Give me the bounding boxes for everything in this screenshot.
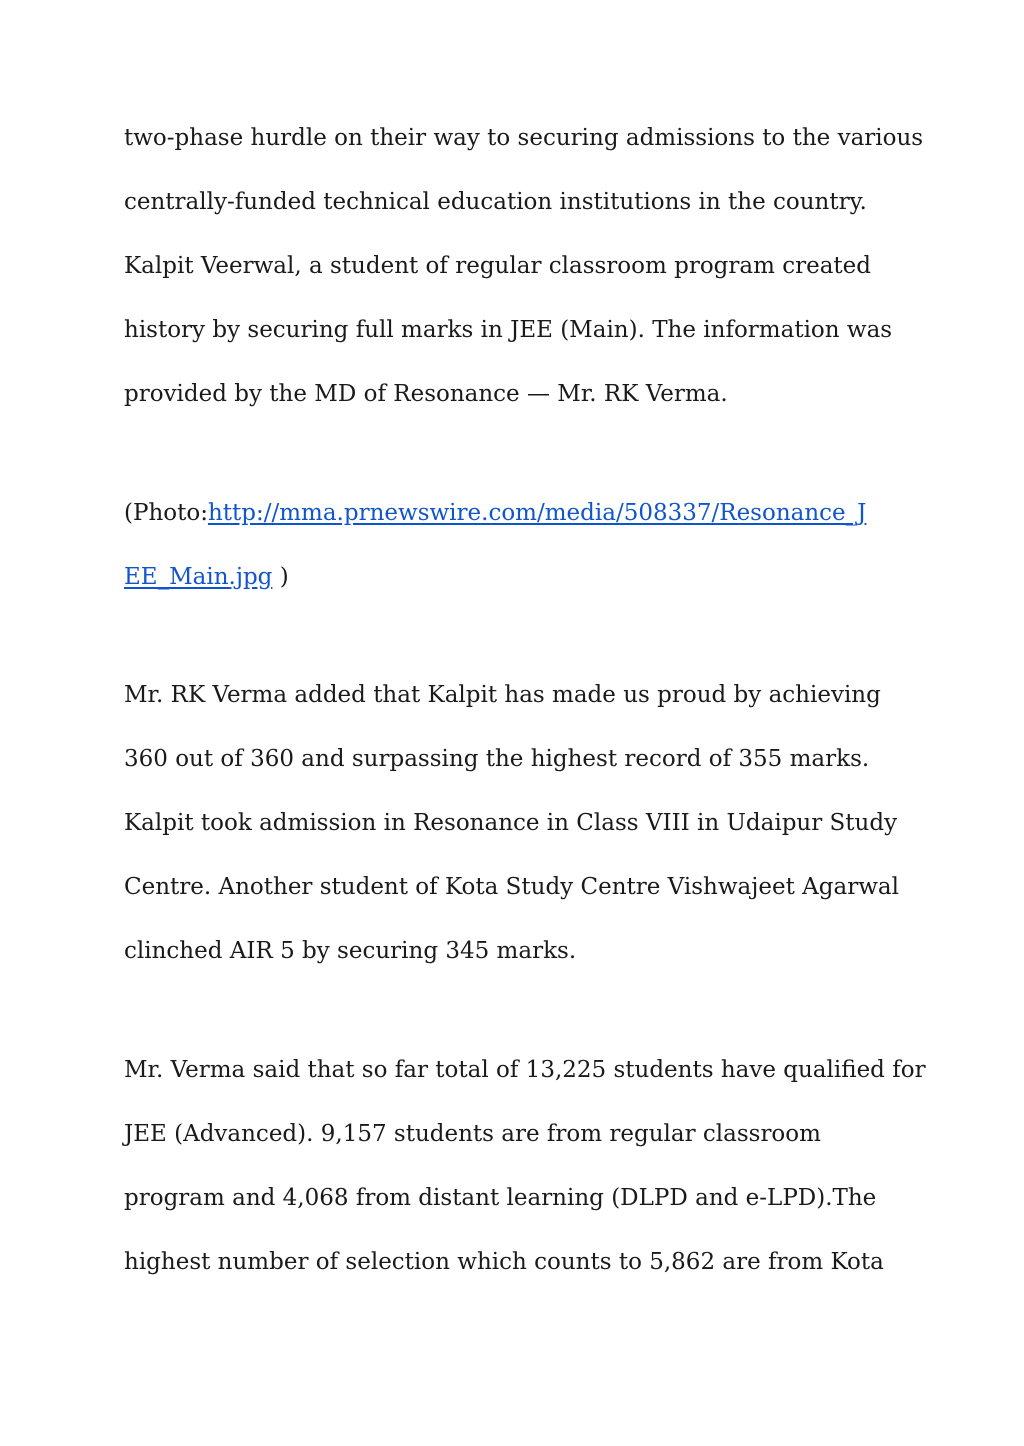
paragraph-2-line-3: Kalpit took admission in Resonance in Class VIII in Udaipur Study (124, 810, 898, 836)
photo-prefix: (Photo: (124, 500, 208, 526)
paragraph-2-line-1: Mr. RK Verma added that Kalpit has made us proud by achieving (124, 682, 881, 708)
paragraph-2-line-2: 360 out of 360 and surpassing the highest record of 355 marks. (124, 746, 870, 772)
photo-link-part-2[interactable]: EE_Main.jpg (124, 564, 273, 590)
photo-link-part-1[interactable]: http://mma.prnewswire.com/media/508337/Resonance_J (207, 500, 867, 526)
paragraph-1-line-1: two-phase hurdle on their way to securing admissions to the various (124, 125, 924, 151)
paragraph-1-line-2: centrally-funded technical education institutions in the country. (124, 189, 867, 215)
paragraph-1-line-3: Kalpit Veerwal, a student of regular classroom program created (124, 253, 872, 279)
photo-credit-line-1 (124, 498, 866, 528)
paragraph-3-line-4: highest number of selection which counts to 5,862 are from Kota (124, 1249, 884, 1275)
paragraph-3-line-2: JEE (Advanced). 9,157 students are from regular classroom (124, 1121, 821, 1147)
photo-credit-line-2 (124, 562, 289, 592)
paragraph-3-line-3: program and 4,068 from distant learning (DLPD and e-LPD).The (124, 1185, 877, 1211)
paragraph-1-line-4: history by securing full marks in JEE (Main). The information was (124, 317, 893, 343)
paragraph-2-line-5: clinched AIR 5 by securing 345 marks. (124, 938, 577, 964)
paragraph-3-line-1: Mr. Verma said that so far total of 13,225 students have qualified for (124, 1057, 926, 1083)
paragraph-2-line-4: Centre. Another student of Kota Study Centre Vishwajeet Agarwal (124, 874, 899, 900)
paragraph-1-line-5: provided by the MD of Resonance — Mr. RK Verma. (124, 381, 728, 407)
photo-suffix: ) (272, 564, 289, 590)
